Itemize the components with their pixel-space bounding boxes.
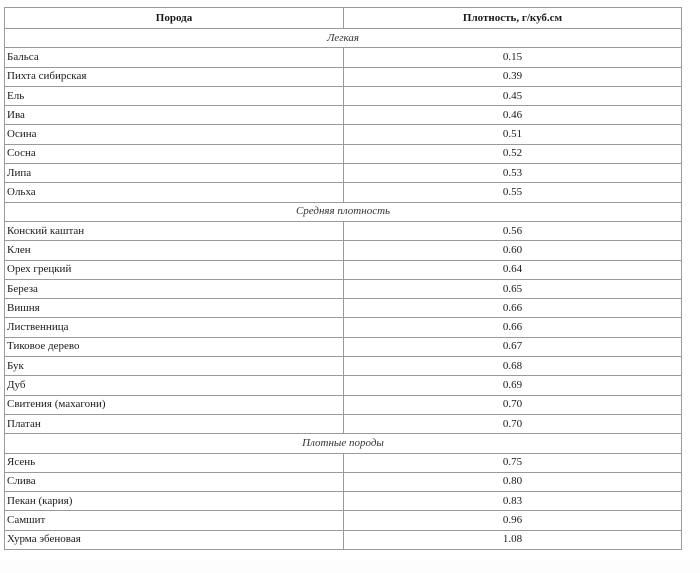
species-name: Ель [5,86,344,105]
density-value: 0.70 [344,395,682,414]
density-value: 0.70 [344,414,682,433]
species-name: Бальса [5,48,344,67]
table-row [5,86,682,105]
table-row [5,67,682,86]
species-name: Слива [5,472,344,491]
density-value: 0.69 [344,376,682,395]
species-name: Тиковое дерево [5,337,344,356]
species-name: Орех грецкий [5,260,344,279]
density-value: 0.39 [344,67,682,86]
table-row [5,492,682,511]
species-name: Сосна [5,144,344,163]
density-value: 0.80 [344,472,682,491]
species-name: Вишня [5,299,344,318]
species-name: Конский каштан [5,221,344,240]
density-value: 0.75 [344,453,682,472]
header-density: Плотность, г/куб.см [344,8,682,29]
density-value: 0.15 [344,48,682,67]
table-row [5,299,682,318]
table-row [5,48,682,67]
table-row [5,144,682,163]
table-row [5,164,682,183]
table-row [5,376,682,395]
density-value: 0.65 [344,279,682,298]
species-name: Пекан (кария) [5,492,344,511]
species-name: Дуб [5,376,344,395]
density-value: 0.67 [344,337,682,356]
species-name: Пихта сибирская [5,67,344,86]
density-value: 0.46 [344,106,682,125]
species-name: Хурма эбеновая [5,530,344,549]
density-value: 0.83 [344,492,682,511]
density-value: 0.64 [344,260,682,279]
table-row [5,241,682,260]
density-value: 1.08 [344,530,682,549]
table-row [5,472,682,491]
species-name: Ива [5,106,344,125]
species-name: Ольха [5,183,344,202]
density-value: 0.56 [344,221,682,240]
density-value: 0.51 [344,125,682,144]
header-species: Порода [5,8,344,29]
density-value: 0.53 [344,164,682,183]
table-row [5,414,682,433]
table-row [5,221,682,240]
species-name: Липа [5,164,344,183]
wood-density-table [4,7,682,550]
table-row [5,357,682,376]
species-name: Самшит [5,511,344,530]
species-name: Клен [5,241,344,260]
table-row [5,530,682,549]
species-name: Платан [5,414,344,433]
species-name: Береза [5,279,344,298]
species-name: Ясень [5,453,344,472]
table-row [5,183,682,202]
section-title: Легкая [5,29,682,48]
table-row [5,511,682,530]
table-row [5,337,682,356]
density-value: 0.45 [344,86,682,105]
section-row [5,29,682,48]
section-row [5,202,682,221]
section-title: Средняя плотность [5,202,682,221]
section-row [5,434,682,453]
section-title: Плотные породы [5,434,682,453]
table-row [5,395,682,414]
species-name: Бук [5,357,344,376]
table-row [5,453,682,472]
density-value: 0.52 [344,144,682,163]
density-value: 0.60 [344,241,682,260]
density-value: 0.68 [344,357,682,376]
table-row [5,318,682,337]
bottom-fade [0,560,700,573]
table-row [5,106,682,125]
table-row [5,125,682,144]
table-row [5,260,682,279]
density-value: 0.66 [344,318,682,337]
table-row [5,279,682,298]
density-value: 0.96 [344,511,682,530]
header-row [5,8,682,29]
species-name: Лиственница [5,318,344,337]
density-value: 0.66 [344,299,682,318]
species-name: Свитения (махагони) [5,395,344,414]
table-body [5,29,682,550]
density-value: 0.55 [344,183,682,202]
species-name: Осина [5,125,344,144]
